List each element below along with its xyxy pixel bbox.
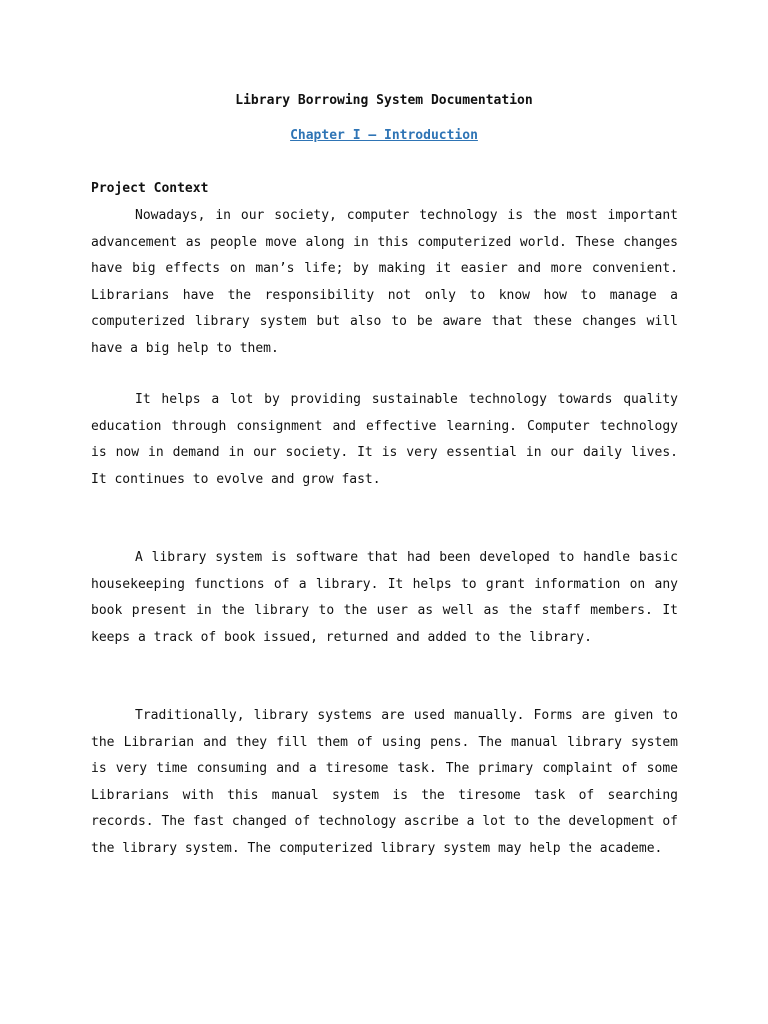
section-heading-project-context: Project Context — [91, 181, 209, 196]
paragraph-1: Nowadays, in our society, computer technology is the most important advancement as people move along in this computerized world. These changes have big effects on man’s life; by making it easier and more convenient. Librarians have the responsibility not only to know how to manage a computerized library system but also to be aware that these changes will have a big help to them. — [91, 208, 678, 356]
paragraph-2: It helps a lot by providing sustainable technology towards quality education through consignment and effective learning. Computer technology is now in demand in our society. It is very essential in our daily lives. It continues to evolve and grow fast. — [91, 392, 678, 487]
chapter-title-link[interactable]: Chapter I – Introduction — [290, 128, 478, 143]
paragraph-3: A library system is software that had been developed to handle basic housekeeping functions of a library. It helps to grant information on any book present in the library to the user as well as the staff members. It keeps a track of book issued, returned and added to the library. — [91, 550, 678, 645]
chapter-title[interactable] — [0, 127, 768, 145]
paragraph-4: Traditionally, library systems are used manually. Forms are given to the Librarian and they fill them of using pens. The manual library system is very time consuming and a tiresome task. The primary complaint of some Librarians with this manual system is the tiresome task of searching records. The fast changed of technology ascribe a lot to the development of the library system. The computerized library system may help the academe. — [91, 708, 678, 856]
document-title: Library Borrowing System Documentation — [235, 93, 533, 108]
